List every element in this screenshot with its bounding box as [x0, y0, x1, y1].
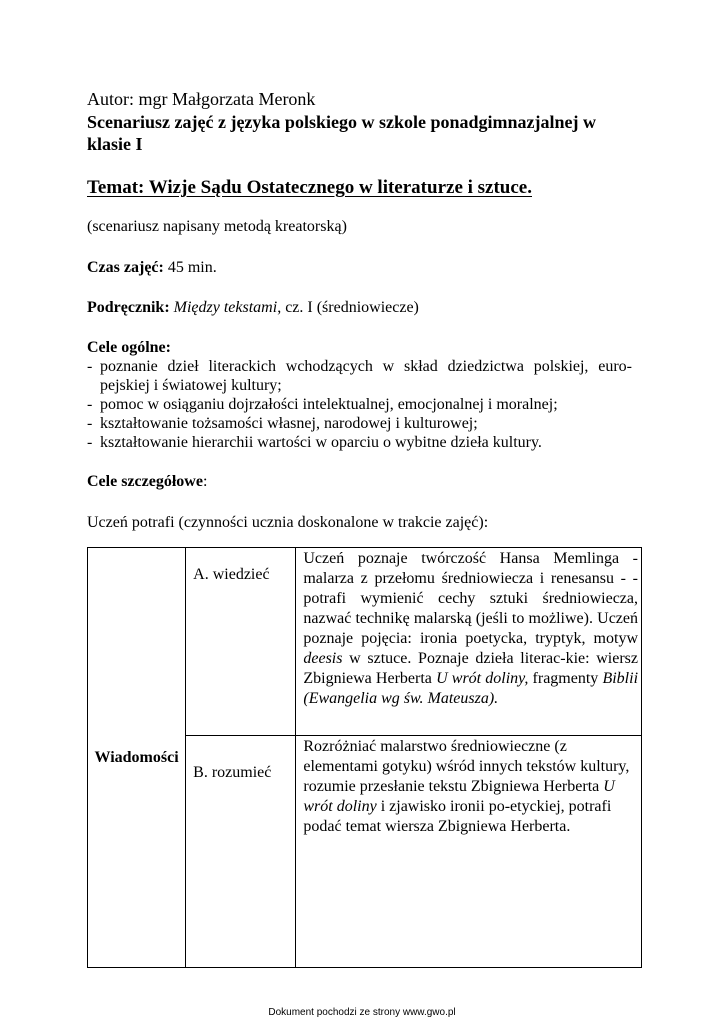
textbook-line — [87, 298, 647, 318]
list-item-text: poznanie dzieł literackich wchodzących w skład dziedzictwa polskiej, euro-pejskiej i światowej kultury; — [100, 358, 632, 394]
desc-a-text-2: w sztuce. Poznaje dzieła literac-kie: wiersz Zbigniewa Herberta — [303, 650, 638, 687]
pupil-intro: Uczeń potrafi (czynności ucznia doskonalone w trakcie zajęć): — [87, 514, 489, 531]
textbook-label: Podręcznik: — [87, 299, 170, 316]
level-label-b: B. rozumieć — [193, 764, 272, 781]
desc-a-text-3: fragmenty — [528, 670, 603, 687]
lesson-topic: Temat: Wizje Sądu Ostatecznego w literaturze i sztuce. — [87, 177, 532, 198]
level-label-a: A. wiedzieć — [193, 566, 270, 583]
desc-b-text-1: Rozróżniać malarstwo średniowieczne (z elementami gotyku) wśród innych tekstów kultury, rozumie przesłanie tekstu Zbigniewa Herberta — [303, 738, 630, 795]
description-cell-b — [296, 736, 642, 968]
goals-table — [87, 547, 642, 968]
category-cell — [88, 548, 186, 968]
lesson-time — [87, 258, 647, 278]
desc-b-italic-1: U wrót doliny — [303, 778, 615, 815]
textbook-rest: , cz. I (średniowiecze) — [277, 299, 419, 316]
footer-source: Dokument pochodzi ze strony www.gwo.pl — [268, 1007, 456, 1018]
table-row — [88, 548, 642, 736]
desc-a-italic-3: Biblii (Ewangelia wg św. Mateusza). — [303, 670, 639, 707]
method-note: (scenariusz napisany metodą kreatorską) — [87, 218, 347, 235]
list-bullet: - — [87, 434, 93, 451]
list-item — [87, 414, 632, 433]
list-bullet: - — [87, 358, 93, 375]
list-item — [87, 395, 632, 414]
list-item-text: pomoc w osiąganiu dojrzałości intelektualnej, emocjonalnej i moralnej; — [100, 396, 558, 413]
list-item-text: kształtowanie hierarchii wartości w oparciu o wybitne dzieła kultury. — [100, 434, 542, 451]
lesson-time-value: 45 min. — [163, 259, 217, 276]
detailed-goals-label: Cele szczegółowe — [87, 473, 203, 490]
list-item — [87, 357, 632, 395]
desc-a-text-1: Uczeń poznaje twórczość Hansa Memlinga - malarza z przełomu średniowiecza i renesansu - - potrafi wymienić cechy sztuki średniowiecza, nazwać technikę malarską (jeśli to możliwe). Uczeń poznaje pojęcia: ironia poetycka, tryptyk, motyw — [303, 550, 638, 647]
general-goals-heading: Cele ogólne: — [87, 339, 171, 356]
detailed-goals-heading — [87, 472, 647, 492]
desc-a-italic-1: deesis — [303, 650, 343, 667]
description-cell-a — [296, 548, 642, 736]
author-line: Autor: mgr Małgorzata Meronk — [87, 89, 316, 109]
lesson-time-label: Czas zajęć: — [87, 259, 164, 276]
scenario-title: Scenariusz zajęć z języka polskiego w szkole ponadgimnazjalnej w klasie I — [87, 112, 596, 154]
detailed-goals-colon: : — [202, 473, 208, 490]
desc-a-italic-2: U wrót doliny, — [436, 670, 529, 687]
list-bullet: - — [87, 415, 93, 432]
level-cell-b — [186, 736, 296, 968]
list-bullet: - — [87, 396, 93, 413]
general-goals-list — [87, 357, 632, 452]
list-item — [87, 433, 632, 452]
level-cell-a — [186, 548, 296, 736]
list-item-text: kształtowanie tożsamości własnej, narodowej i kulturowej; — [100, 415, 478, 432]
textbook-title: Między tekstami — [173, 299, 278, 316]
category-label: Wiadomości — [94, 748, 179, 766]
desc-b-text-2: i zjawisko ironii po-etyckiej, potrafi podać temat wiersza Zbigniewa Herberta. — [303, 798, 612, 835]
